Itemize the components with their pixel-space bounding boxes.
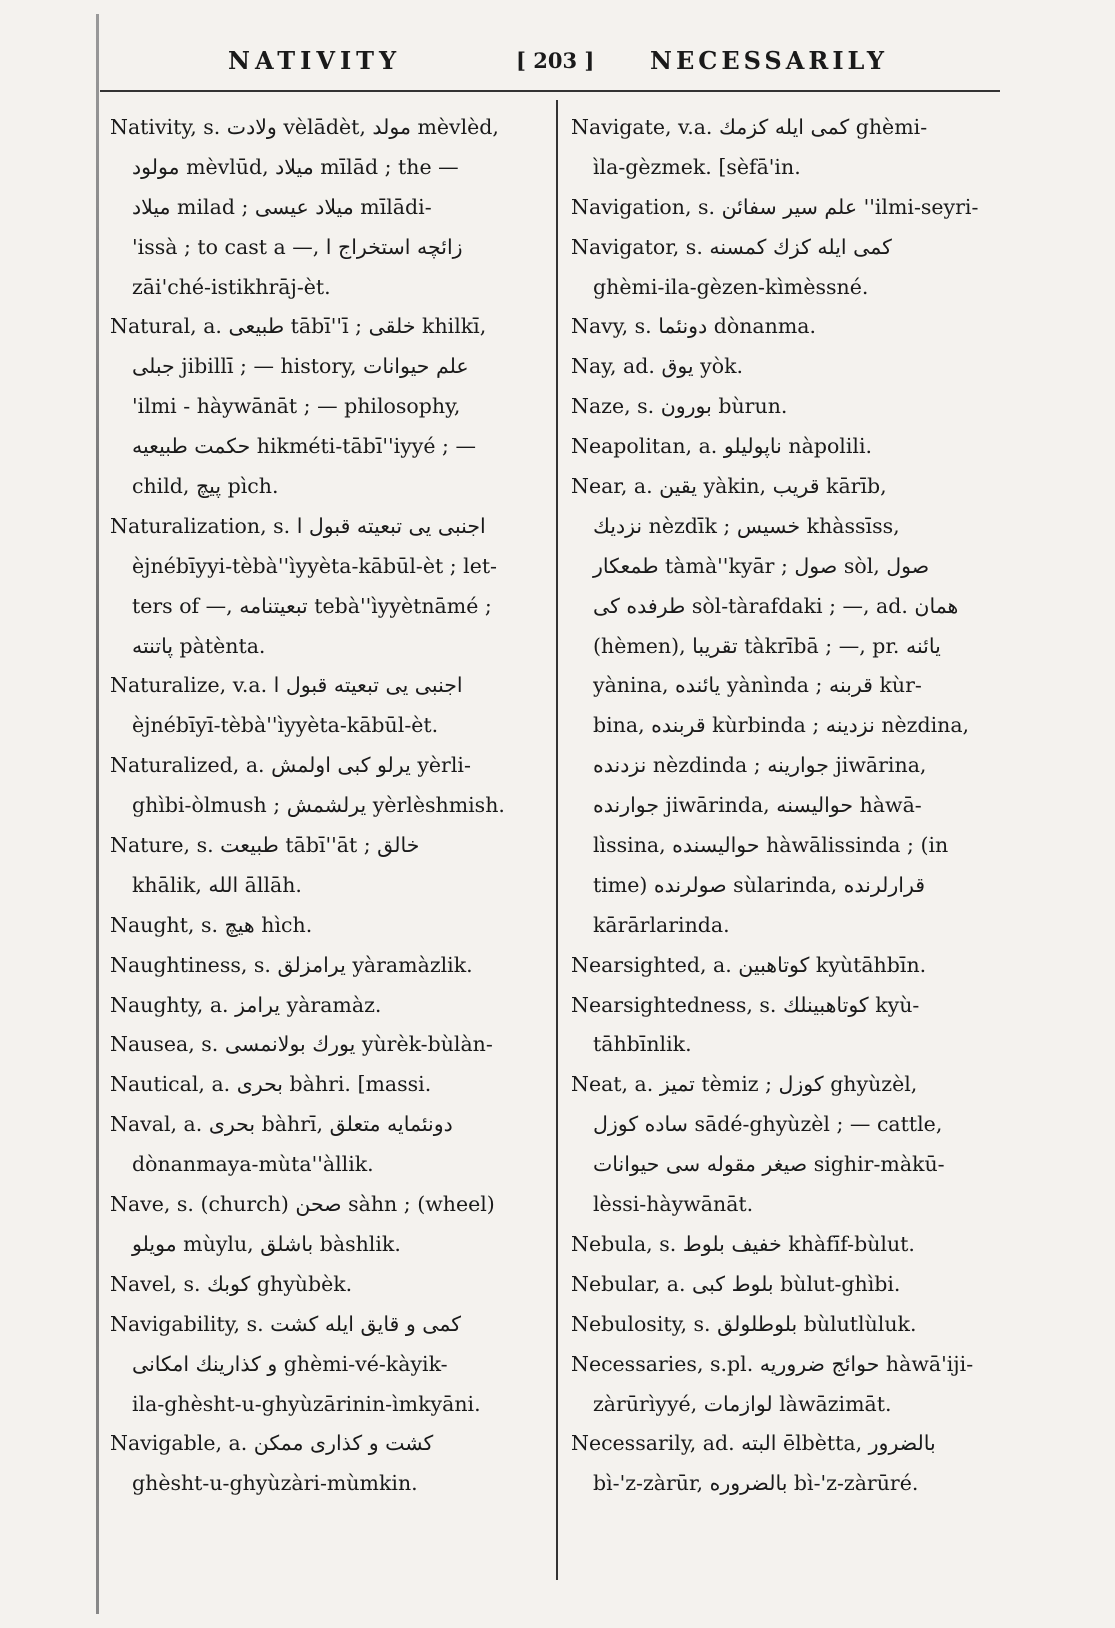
dictionary-entry-line: Navy, s. دونئما dònanma. (571, 314, 817, 339)
dictionary-continuation-line: مولود mèvlūd, ميلاد mīlād ; the — (132, 154, 459, 179)
dictionary-continuation-line: tāhbīnlik. (593, 1032, 692, 1057)
dictionary-continuation-line: صيغر مقوله سى حيوانات sighir-màkū- (593, 1152, 945, 1177)
dictionary-continuation-line: lèssi-hàywānāt. (593, 1192, 754, 1217)
dictionary-continuation-line: bì-'z-zàrūr, بالضروره bì-'z-zàrūré. (593, 1471, 919, 1496)
dictionary-continuation-line: پاتنته pàtènta. (132, 633, 266, 658)
dictionary-continuation-line: طرفده كى sòl-tàrafdaki ; —, ad. همان (593, 593, 959, 618)
dictionary-entry-line: Nave, s. (church) صحن sàhn ; (wheel) (110, 1192, 495, 1217)
dictionary-entry-line: Necessaries, s.pl. حوائج ضروريه hàwā'iji- (571, 1351, 974, 1376)
dictionary-continuation-line: ters of —, تبعيتنامه tebà''ìyyètnāmé ; (132, 593, 492, 618)
dictionary-entry-line: Naturalize, v.a. اجنبى يى تبعيته قبول ا (110, 673, 463, 698)
dictionary-entry-line: Navel, s. كوبك ghyùbèk. (110, 1271, 353, 1296)
dictionary-entry-line: Navigator, s. كمى ايله كزك كمسنه (571, 234, 892, 259)
dictionary-entry-line: Nearsighted, a. كوتاهبين kyùtāhbīn. (571, 952, 927, 977)
dictionary-continuation-line: 'issà ; to cast a —, زائچه استخراج ا (132, 234, 463, 259)
dictionary-entry-line: Naze, s. بورون bùrun. (571, 394, 788, 419)
dictionary-continuation-line: yànina, يائنده yànìnda ; قربنه kùr- (593, 673, 922, 698)
dictionary-entry-line: Naughty, a. يرامز yàramàz. (110, 992, 382, 1017)
dictionary-entry-line: Near, a. يقين yàkin, قريب kārīb, (571, 474, 887, 499)
dictionary-entry-line: Nay, ad. يوق yòk. (571, 354, 744, 379)
page-binding-edge (96, 14, 99, 1614)
dictionary-continuation-line: ميلاد milad ; ميلاد عيسى mīlādi- (132, 194, 432, 219)
dictionary-continuation-line: حكمت طبيعيه hikméti-tābī''iyyé ; — (132, 434, 476, 459)
dictionary-entry-line: Navigable, a. كشت و كذارى ممكن (110, 1431, 434, 1456)
dictionary-continuation-line: èjnébīyī-tèbà''ìyyèta-kābūl-èt. (132, 713, 439, 738)
dictionary-entry-line: Nausea, s. يورك بولانمسى yùrèk-bùlàn- (110, 1032, 493, 1057)
dictionary-continuation-line: نزديك nèzdīk ; خسيس khàssīss, (593, 513, 900, 538)
page-number: [ 203 ] (516, 48, 595, 73)
dictionary-entry-line: Naughtiness, s. يرامزلق yàramàzlik. (110, 952, 473, 977)
dictionary-continuation-line: zāi'ché-istikhrāj-èt. (132, 274, 331, 299)
dictionary-entry-line: Natural, a. طبيعى tābī''ī ; خلقى khilkī, (110, 314, 487, 339)
dictionary-continuation-line: time) صولرنده sùlarinda, قرارلرنده (593, 872, 926, 897)
dictionary-continuation-line: جوارنده jiwārinda, حواليسنه hàwā- (593, 793, 922, 818)
dictionary-continuation-line: و كذارينك امكانى ghèmi-vé-kàyik- (132, 1351, 448, 1376)
header-right-guide-word: NECESSARILY (650, 46, 889, 75)
dictionary-entry-line: Nebulosity, s. بلوطلولق bùlutlùluk. (571, 1311, 917, 1336)
column-divider (556, 100, 558, 1580)
dictionary-continuation-line: lìssina, حواليسنده hàwālissinda ; (in (593, 833, 949, 858)
dictionary-entry-line: Naturalization, s. اجنبى يى تبعيته قبول ا (110, 513, 486, 538)
dictionary-entry-line: Neat, a. تميز tèmiz ; كوزل ghyùzèl, (571, 1072, 918, 1097)
dictionary-continuation-line: ghèsht-u-ghyùzàri-mùmkin. (132, 1471, 418, 1496)
dictionary-continuation-line: child, پيچ pìch. (132, 474, 279, 499)
running-head (100, 46, 1000, 86)
dictionary-continuation-line: (hèmen), تقريبا tàkrībā ; —, pr. يائنه (593, 633, 941, 658)
dictionary-continuation-line: ساده كوزل sādé-ghyùzèl ; — cattle, (593, 1112, 943, 1137)
dictionary-entry-line: Nature, s. طبيعت tābī''āt ; خالق (110, 833, 420, 858)
dictionary-continuation-line: ìla-gèzmek. [sèfā'in. (593, 154, 801, 179)
dictionary-entry-line: Necessarily, ad. البته ēlbètta, بالضرور (571, 1431, 936, 1456)
dictionary-entry-line: Nautical, a. بحرى bàhri. [massi. (110, 1072, 432, 1097)
dictionary-continuation-line: dònanmaya-mùta''àllik. (132, 1152, 374, 1177)
dictionary-entry-line: Navigate, v.a. كمى ايله كزمك ghèmi- (571, 115, 928, 139)
dictionary-continuation-line: 'ilmi - hàywānāt ; — philosophy, (132, 394, 461, 419)
dictionary-continuation-line: ghìbi-òlmush ; يرلشمش yèrlèshmish. (132, 793, 505, 818)
dictionary-continuation-line: èjnébīyyi-tèbà''ìyyèta-kābūl-èt ; let- (132, 553, 497, 578)
dictionary-entry-line: Naval, a. بحرى bàhrī, دونئمايه متعلق (110, 1112, 453, 1137)
dictionary-continuation-line: ila-ghèsht-u-ghyùzārinin-ìmkyāni. (132, 1391, 481, 1416)
dictionary-continuation-line: khālik, الله āllāh. (132, 872, 302, 897)
dictionary-continuation-line: ghèmi-ila-gèzen-kìmèssné. (593, 274, 869, 299)
dictionary-entry-line: Neapolitan, a. ناپوليلو nàpolili. (571, 434, 873, 459)
dictionary-continuation-line: طمعكار tàmà''kyār ; صول sòl, صول (593, 553, 930, 578)
dictionary-entry-line: Naturalized, a. يرلو كبى اولمش yèrli- (110, 753, 471, 778)
dictionary-continuation-line: zàrūrìyyé, لوازمات làwāzimāt. (593, 1391, 892, 1416)
dictionary-entry-line: Nearsightedness, s. كوتاهبينلك kyù- (571, 992, 920, 1017)
dictionary-continuation-line: bina, قربنده kùrbinda ; نزدينه nèzdina, (593, 713, 970, 738)
dictionary-continuation-line: جبلى jibillī ; — history, علم حيوانات (132, 354, 469, 379)
dictionary-continuation-line: مويلو mùylu, باشلق bàshlik. (132, 1231, 401, 1256)
right-column (571, 108, 1003, 1504)
dictionary-entry-line: Nebular, a. بلوط كبى bùlut-ghìbi. (571, 1271, 901, 1296)
left-column (110, 108, 542, 1504)
dictionary-entry-line: Navigability, s. كمى و قايق ايله كشت (110, 1311, 461, 1336)
dictionary-entry-line: Navigation, s. علم سير سفائن ''ilmi-seyri- (571, 194, 979, 219)
dictionary-entry-line: Naught, s. هيچ hìch. (110, 912, 313, 937)
header-left-guide-word: NATIVITY (228, 46, 402, 75)
dictionary-continuation-line: نزدنده nèzdinda ; جوارينه jiwārina, (593, 753, 927, 778)
header-rule (100, 90, 1000, 92)
dictionary-continuation-line: kārārlarinda. (593, 912, 730, 937)
dictionary-entry-line: Nebula, s. خفيف بلوط khàfīf-bùlut. (571, 1231, 915, 1256)
dictionary-entry-line: Nativity, s. ولادت vèlādèt, مولد mèvlèd, (110, 115, 499, 139)
